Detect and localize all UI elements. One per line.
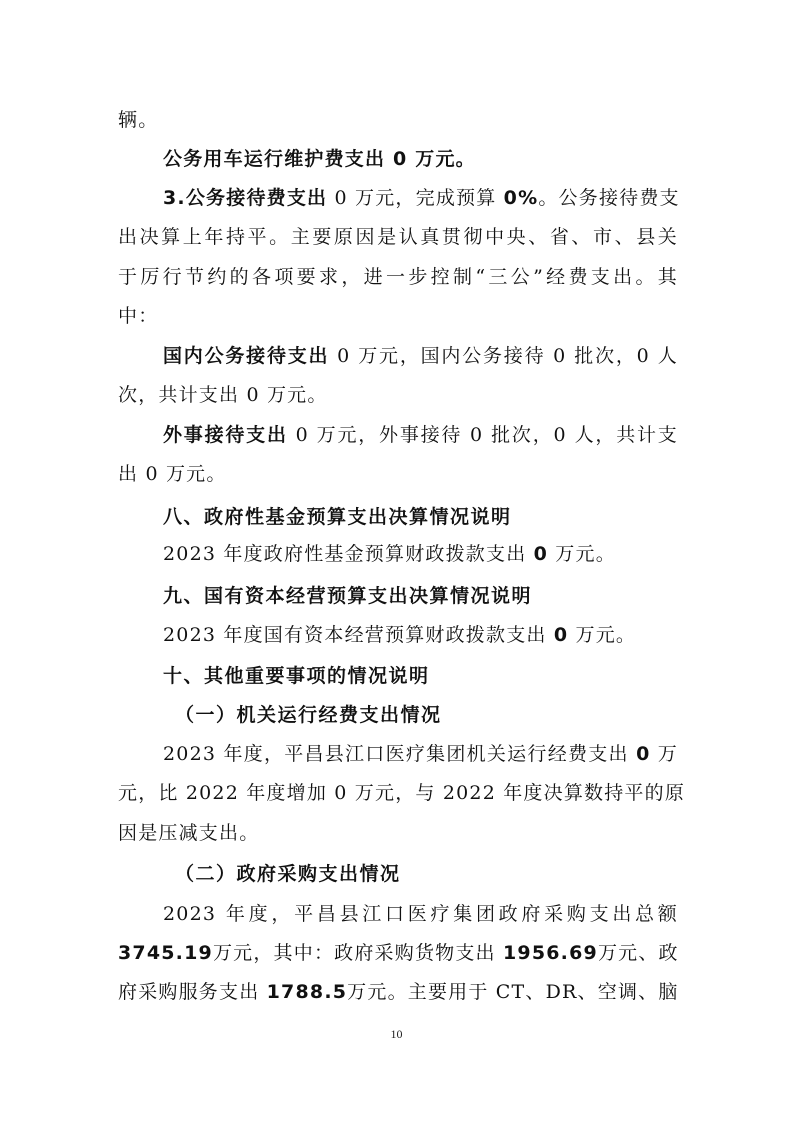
text-span: 2023 年度，平昌县江口医疗集团政府采购支出总额 xyxy=(163,903,678,925)
text-line xyxy=(118,980,678,1004)
text-line xyxy=(163,902,678,926)
heading-text: （一）机关运行经费支出情况 xyxy=(175,704,442,726)
bold-value: 0 xyxy=(533,543,549,565)
text-span: 万元、政 xyxy=(597,942,679,964)
bold-value: 3745.19 xyxy=(118,942,213,964)
subsection-heading-2 xyxy=(175,862,735,886)
text-span: 因是压减支出。 xyxy=(118,822,260,844)
text-line xyxy=(118,781,686,805)
text-line xyxy=(118,304,678,328)
section-heading-10 xyxy=(163,664,678,688)
bold-heading: 国内公务接待支出 xyxy=(163,345,330,367)
heading-text: 八、政府性基金预算支出决算情况说明 xyxy=(163,506,512,528)
text-line xyxy=(118,821,678,845)
text-line xyxy=(118,225,678,249)
text-line xyxy=(118,383,678,407)
heading-text: （二）政府采购支出情况 xyxy=(175,863,401,885)
text-line xyxy=(163,186,678,210)
text-span: 中： xyxy=(118,305,159,327)
text-span: 于厉行节约的各项要求，进一步控制“三公”经费支出。其 xyxy=(118,266,678,288)
text-span: 0 万元，国内公务接待 0 批次，0 人 xyxy=(329,345,678,367)
text-span: 出 0 万元。 xyxy=(118,463,227,485)
text-line xyxy=(118,941,678,965)
text-span: 次，共计支出 0 万元。 xyxy=(118,384,328,406)
text-span: 元，比 2022 年度增加 0 万元，与 2022 年度决算数持平的原 xyxy=(118,782,686,804)
bold-value: 1788.5 xyxy=(266,981,348,1003)
bold-value: 0 xyxy=(553,624,569,646)
text-span: 府采购服务支出 xyxy=(118,981,267,1003)
text-span: 2023 年度国有资本经营预算财政拨款支出 xyxy=(163,624,554,646)
text-span: 出决算上年持平。主要原因是认真贯彻中央、省、市、县关 xyxy=(118,226,678,248)
text-line xyxy=(163,344,678,368)
bold-heading: 公务用车运行维护费支出 0 万元。 xyxy=(163,148,476,170)
subsection-heading-1 xyxy=(175,703,735,727)
text-line xyxy=(163,542,678,566)
text-span: 2023 年度，平昌县江口医疗集团机关运行经费支出 xyxy=(163,743,637,765)
text-span: 辆。 xyxy=(118,109,159,131)
bold-value: 0% xyxy=(503,187,539,209)
text-line xyxy=(163,423,678,447)
text-span: 万元。 xyxy=(568,624,637,646)
bold-value: 1956.69 xyxy=(503,942,598,964)
section-heading-9 xyxy=(163,584,678,608)
bold-value: 0 xyxy=(636,743,651,765)
text-line xyxy=(118,108,678,132)
heading-text: 十、其他重要事项的情况说明 xyxy=(163,665,430,687)
page-number: 10 xyxy=(390,1027,403,1041)
text-span: 万元，其中：政府采购货物支出 xyxy=(212,942,503,964)
text-span: 0 万元，完成预算 xyxy=(327,187,504,209)
text-line xyxy=(118,265,678,289)
text-span: 万 xyxy=(650,743,678,765)
text-line xyxy=(118,462,678,486)
bold-heading: 外事接待支出 xyxy=(163,424,288,446)
section-heading-8 xyxy=(163,505,678,529)
text-span: 。公务接待费支 xyxy=(538,187,680,209)
text-line xyxy=(163,147,678,171)
text-span: 2023 年度政府性基金预算财政拨款支出 xyxy=(163,543,534,565)
text-span: 万元。 xyxy=(548,543,616,565)
text-span: 万元。主要用于 CT、DR、空调、脑 xyxy=(347,981,679,1003)
heading-text: 九、国有资本经营预算支出决算情况说明 xyxy=(163,585,533,607)
text-line xyxy=(163,742,678,766)
text-line xyxy=(163,623,678,647)
text-span: 0 万元，外事接待 0 批次，0 人，共计支 xyxy=(287,424,678,446)
bold-heading: 3.公务接待费支出 xyxy=(163,187,328,209)
